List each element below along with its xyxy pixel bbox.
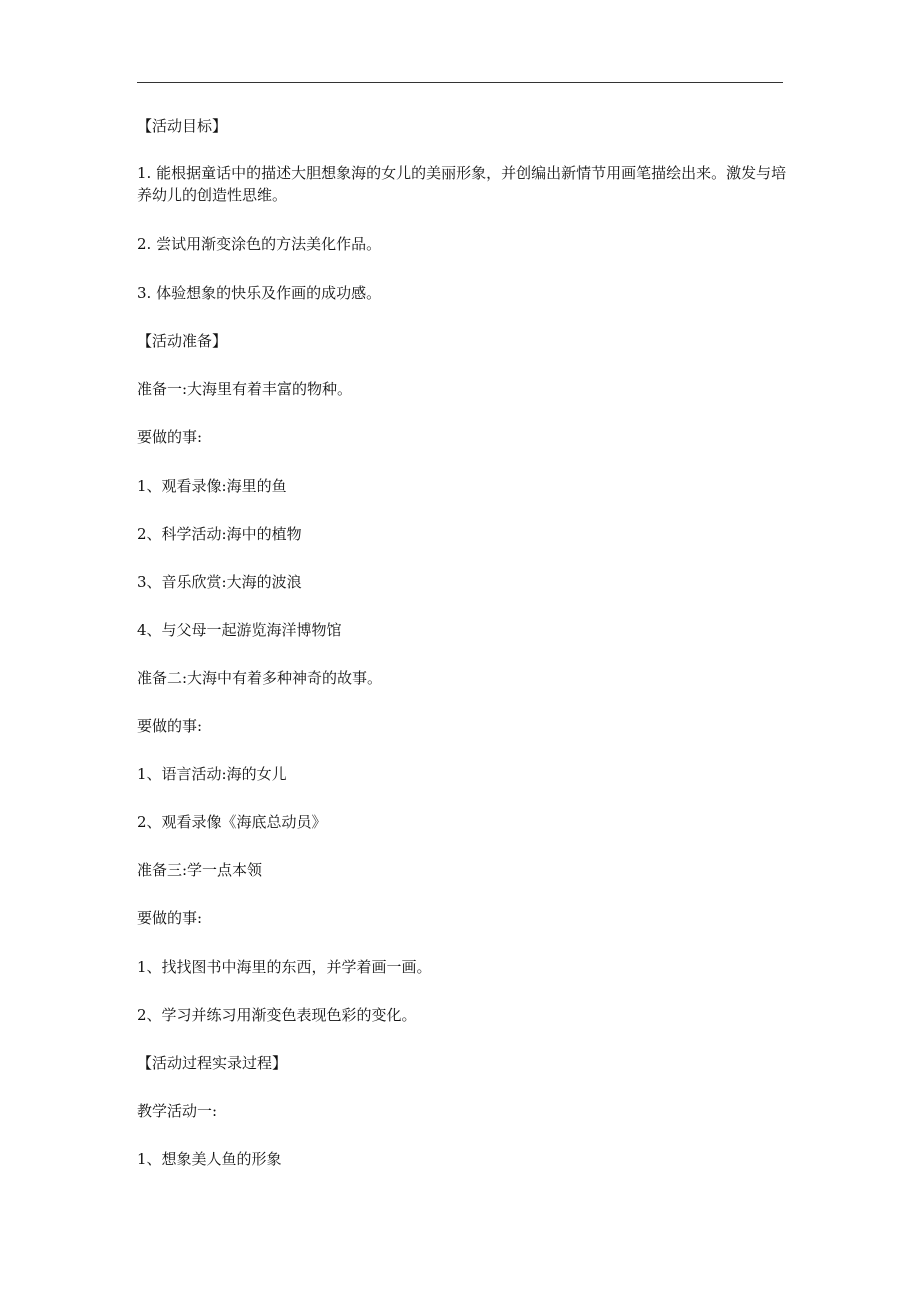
goal-item-3: 3. 体验想象的快乐及作画的成功感。 xyxy=(137,284,382,302)
prep-1-title: 准备一:大海里有着丰富的物种。 xyxy=(137,380,353,398)
list-item: 3、音乐欣赏:大海的波浪 xyxy=(137,573,302,591)
list-item: 1、语言活动:海的女儿 xyxy=(137,765,287,783)
list-item: 1、想象美人鱼的形象 xyxy=(137,1150,282,1168)
list-item: 2、观看录像《海底总动员》 xyxy=(137,813,327,831)
prep-2-todo-label: 要做的事: xyxy=(137,717,203,735)
list-item: 2、学习并练习用渐变色表现色彩的变化。 xyxy=(137,1006,417,1024)
section-heading-process: 【活动过程实录过程】 xyxy=(137,1054,288,1072)
section-heading-prep: 【活动准备】 xyxy=(137,332,228,350)
list-item: 1、观看录像:海里的鱼 xyxy=(137,477,287,495)
section-heading-goals: 【活动目标】 xyxy=(137,117,228,135)
goal-item-1: 1. 能根据童话中的描述大胆想象海的女儿的美丽形象，并创编出新情节用画笔描绘出来。激发与培养幼儿的创造性思维。 xyxy=(137,164,787,204)
list-item: 4、与父母一起游览海洋博物馆 xyxy=(137,621,342,639)
prep-1-todo-label: 要做的事: xyxy=(137,428,203,446)
teaching-activity-title: 教学活动一: xyxy=(137,1102,218,1120)
goal-item-2: 2. 尝试用渐变涂色的方法美化作品。 xyxy=(137,235,382,253)
list-item: 2、科学活动:海中的植物 xyxy=(137,525,302,543)
list-item: 1、找找图书中海里的东西，并学着画一画。 xyxy=(137,958,432,976)
prep-2-title: 准备二:大海中有着多种神奇的故事。 xyxy=(137,669,383,687)
prep-3-todo-label: 要做的事: xyxy=(137,909,203,927)
prep-3-title: 准备三:学一点本领 xyxy=(137,861,263,879)
header-rule xyxy=(137,82,783,83)
